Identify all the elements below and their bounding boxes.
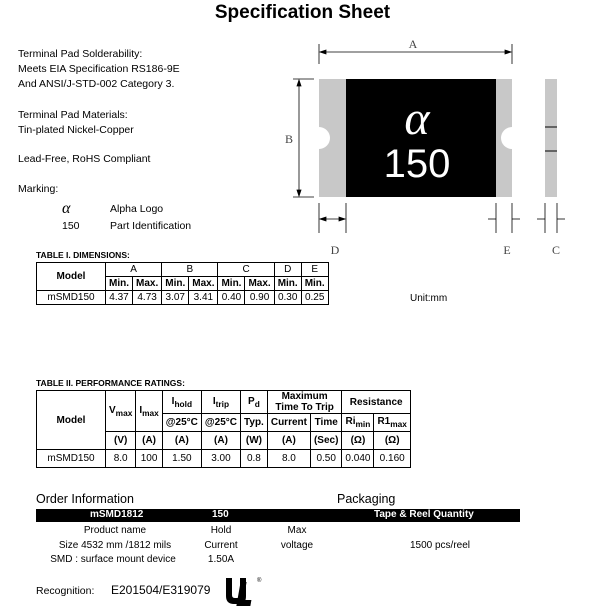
marking-part-desc: Part Identification: [110, 220, 192, 232]
table2-ihold-header: $I_{hold}$: [162, 391, 201, 414]
order-max: Max: [287, 525, 307, 536]
order-quantity: 1500 pcs/reel: [409, 540, 471, 551]
table2-unit: (A): [136, 432, 162, 450]
table2-resistance-header: Resistance: [342, 391, 411, 414]
table1-cell: 0.90: [245, 291, 274, 305]
table1-cell: 0.25: [301, 291, 328, 305]
label-a: A: [408, 37, 418, 51]
table2-at25-trip: @25°C: [201, 414, 240, 432]
table1-sub: Max.: [189, 277, 218, 291]
chip-alpha-logo: α: [404, 92, 430, 145]
table2-at25-hold: @25°C: [162, 414, 201, 432]
table1-cell: 0.40: [218, 291, 245, 305]
recognition-label: Recognition:: [36, 585, 95, 597]
table1-sub: Min.: [274, 277, 301, 291]
table2-pd-header: $P_d$: [241, 391, 268, 414]
materials-value: Tin-plated Nickel-Copper: [18, 124, 134, 136]
chip-drawing: [280, 30, 580, 265]
materials-heading: Terminal Pad Materials:: [18, 109, 128, 121]
table1-cell: 3.41: [189, 291, 218, 305]
table2-cell: 100: [136, 450, 162, 468]
table2-cell: 0.50: [310, 450, 341, 468]
table1-sub: Max.: [133, 277, 162, 291]
label-b: B: [285, 132, 294, 146]
table1-group-e: E: [301, 263, 328, 277]
order-size: Size 4532 mm /1812 mils: [58, 540, 172, 551]
table2-cell: 8.0: [267, 450, 310, 468]
table2-cell: 0.8: [241, 450, 268, 468]
order-packaging: Tape & Reel Quantity: [374, 509, 474, 520]
order-smd: SMD : surface mount device: [50, 554, 176, 565]
leadfree-note: Lead-Free, RoHS Compliant: [18, 153, 151, 165]
order-code: 150: [212, 509, 229, 520]
order-max-voltage: voltage: [280, 540, 314, 551]
label-c: C: [551, 243, 561, 257]
table1-cell: 3.07: [162, 291, 189, 305]
solderability-spec: Meets EIA Specification RS186-9E: [18, 63, 180, 75]
table2-ri: $Ri_{min}$: [342, 414, 374, 432]
table2-cell: 0.160: [374, 450, 410, 468]
table1-cell: 4.73: [133, 291, 162, 305]
table2-cell: 3.00: [201, 450, 240, 468]
table1-group-a: A: [106, 263, 162, 277]
table2-unit: (V): [106, 432, 136, 450]
table2-r1: $R1_{max}$: [374, 414, 410, 432]
table1-cell: 0.30: [274, 291, 301, 305]
table2-unit: (Ω): [342, 432, 374, 450]
table2-time-to-trip-header: Maximum Time To Trip: [267, 391, 342, 414]
marking-alpha-desc: Alpha Logo: [110, 203, 164, 215]
table2-cell: 1.50: [162, 450, 201, 468]
table2-imax-header: $I_{max}$: [136, 391, 162, 432]
order-hold: Hold: [210, 525, 232, 536]
table2-cell: 8.0: [106, 450, 136, 468]
table1-sub: Max.: [245, 277, 274, 291]
solderability-standard: And ANSI/J-STD-002 Category 3.: [18, 78, 175, 90]
table2-vmax-header: $V_{max}$: [106, 391, 136, 432]
table1-group-b: B: [162, 263, 218, 277]
order-hold-current: Current: [204, 540, 238, 551]
table2-time: Time: [310, 414, 341, 432]
table2-unit: (A): [267, 432, 310, 450]
table1-sub: Min.: [162, 277, 189, 291]
performance-table: [36, 390, 411, 468]
marking-part-symbol: 150: [62, 220, 80, 232]
table2-typ: Typ.: [241, 414, 268, 432]
table1-group-d: D: [274, 263, 301, 277]
table2-unit: (A): [162, 432, 201, 450]
materials-note: [18, 108, 134, 138]
label-e: E: [503, 243, 511, 257]
solderability-heading: Terminal Pad Solderability:: [18, 48, 143, 60]
order-heading: Order Information: [36, 492, 134, 506]
table2-itrip-header: $I_{trip}$: [201, 391, 240, 414]
label-d: D: [330, 243, 340, 257]
table2-cell: 0.040: [342, 450, 374, 468]
chip-side-view: [545, 79, 557, 197]
table1-sub: Min.: [218, 277, 245, 291]
page-title: Specification Sheet: [214, 2, 391, 23]
table-row: [37, 291, 329, 305]
svg-text:®: ®: [257, 578, 262, 584]
table2-current: Current: [267, 414, 310, 432]
table2-unit: (Sec): [310, 432, 341, 450]
order-bar: [36, 509, 520, 522]
table1-model-cell: mSMD150: [37, 291, 106, 305]
table2-model-header: Model: [37, 391, 106, 450]
chip-part-id: 150: [383, 142, 451, 186]
marking-label: Marking:: [18, 183, 59, 195]
table2-unit: (A): [201, 432, 240, 450]
order-hold-value: 1.50A: [207, 554, 235, 565]
dimensions-table: [36, 262, 329, 305]
table1-group-c: C: [218, 263, 274, 277]
table2-model-cell: mSMD150: [37, 450, 106, 468]
order-product-name: Product name: [83, 525, 147, 536]
solderability-note: [18, 47, 180, 92]
table1-cell: 4.37: [106, 291, 133, 305]
packaging-heading: Packaging: [337, 492, 396, 506]
table1-caption: TABLE I. DIMENSIONS:: [36, 250, 130, 260]
table1-sub: Min.: [106, 277, 133, 291]
order-part: mSMD1812: [90, 509, 144, 520]
table1-sub: Min.: [301, 277, 328, 291]
table2-unit: (W): [241, 432, 268, 450]
table1-unit: Unit:mm: [410, 293, 448, 304]
table1-model-header: Model: [37, 263, 106, 291]
ul-logo-icon: [220, 574, 262, 610]
marking-alpha-symbol: α: [62, 200, 71, 217]
table2-unit: (Ω): [374, 432, 410, 450]
table2-caption: TABLE II. PERFORMANCE RATINGS:: [36, 378, 185, 388]
table-row: [37, 450, 411, 468]
recognition-number: E201504/E319079: [111, 583, 211, 597]
